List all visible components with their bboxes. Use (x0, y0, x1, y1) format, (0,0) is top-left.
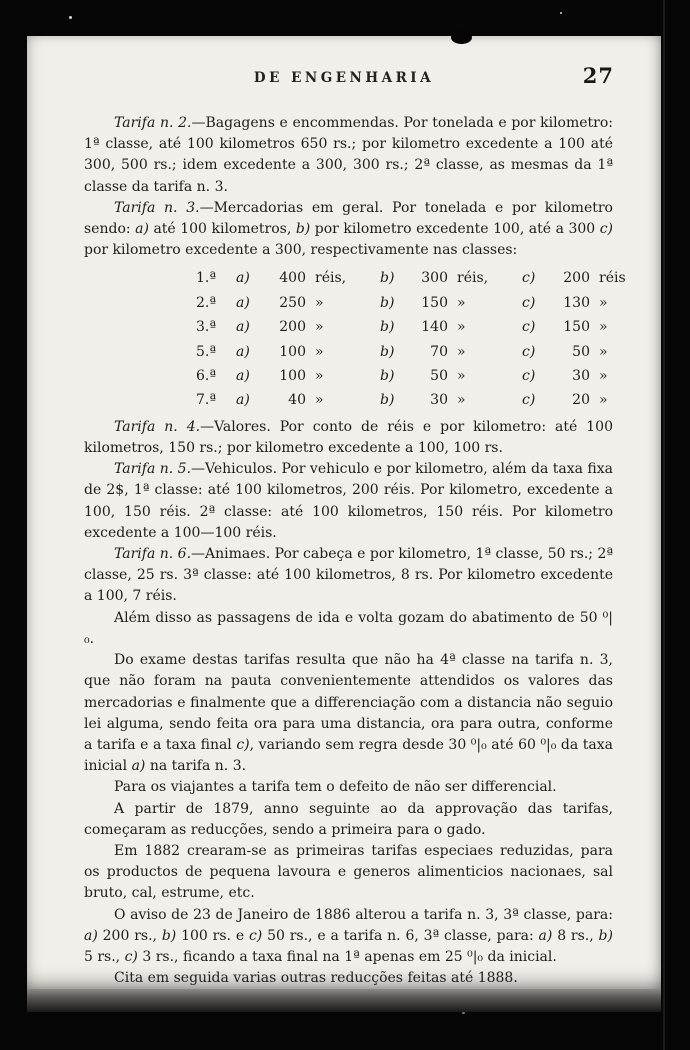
tariff-cell: 40 (288, 392, 306, 409)
tariff-cell: » (599, 368, 608, 385)
scan-artifact-speck (69, 16, 72, 19)
tariff-cell: » (457, 368, 466, 385)
tariff-cell: » (457, 294, 466, 311)
tariff-cell: c) (522, 319, 536, 336)
text: 200 rs., (97, 927, 162, 944)
text: até 100 kilometros, (148, 221, 296, 238)
text: —Animaes. Por cabeça e por kilometro, 1ª classe, 50 rs.; 2ª classe, 25 rs. 3ª classe: até 100 kilometros, 8 rs. Por kilometro excedente a 100, 7 réis. (84, 546, 614, 605)
scan-artifact-speck (462, 1012, 465, 1014)
text: Em 1882 crearam-se as primeiras tarifas especiaes reduzidas, para os productos de pequena lavoura e generos alimenticios nacionaes, sal bruto, cal, estrume, etc. (84, 842, 613, 902)
italic-text: a) (131, 758, 146, 775)
tariff-cell: » (457, 319, 466, 336)
paragraph (84, 198, 613, 262)
film-edge-line (663, 0, 665, 1050)
italic-text: c) (248, 927, 263, 944)
italic-text: Tarifa n. 2. (114, 115, 192, 131)
tariff-cell: 140 (421, 319, 448, 336)
tariff-cell: » (315, 319, 324, 336)
tariff-cell: 200 (563, 270, 590, 287)
tariff-cell: 2.ª (196, 294, 217, 311)
tariff-cell: 30 (430, 392, 448, 409)
tariff-cell: réis, (315, 270, 347, 287)
body-text (27, 100, 661, 989)
tariff-cell: a) (236, 368, 250, 385)
tariff-row (196, 364, 613, 388)
tariff-cell: 130 (563, 294, 590, 311)
text: Cita em seguida varias outras reducções feitas até 1888. (114, 970, 518, 987)
tariff-cell: a) (236, 270, 250, 287)
tariff-row (196, 315, 613, 339)
tariff-cell: » (315, 368, 324, 385)
text: por kilometro excedente 100, até a 300 (310, 221, 600, 238)
text: A partir de 1879, anno seguinte ao da approvação das tarifas, começaram as reducções, sendo a primeira para o gado. (84, 800, 613, 838)
tariff-cell: 300 (421, 270, 448, 287)
text: 50 rs., e a tarifa n. 6, 3ª classe, para: (262, 927, 539, 944)
tariff-cell: 3.ª (196, 319, 217, 336)
paragraph (84, 608, 613, 650)
tariff-cell: 100 (279, 343, 306, 360)
text: —Bagagens e encommendas. Por tonelada e por kilometro: 1ª classe, até 100 kilometros 650 rs.; por kilometro excedente a 100 até 300, 500 rs.; idem excedente a 300, 300 rs.; 2ª classe, as mesmas da 1ª classe da tarifa n. 3. (84, 115, 613, 195)
tariff-cell: 5.ª (196, 343, 217, 360)
tariff-row (196, 340, 613, 364)
text: —Mercadorias em geral. Por tonelada e por kilometro sendo: (84, 199, 613, 238)
page-number: 27 (582, 63, 614, 88)
scan-artifact-blob (451, 31, 472, 44)
italic-text: b) (295, 221, 311, 238)
tariff-cell: c) (522, 368, 536, 385)
tariff-cell: 7.ª (196, 392, 217, 409)
paragraphs-bottom (84, 417, 613, 989)
tariff-table (196, 266, 626, 412)
text: na tarifa n. 3. (145, 758, 247, 775)
tariff-cell: » (457, 392, 466, 409)
paragraph (84, 113, 613, 198)
tariff-cell: » (457, 343, 466, 360)
text: O aviso de 23 de Janeiro de 1886 alterou a tarifa n. 3, 3ª classe, para: (114, 906, 613, 923)
tariff-cell: » (599, 319, 608, 336)
text: por kilometro excedente a 300, respectivamente nas classes: (84, 242, 518, 259)
tariff-cell: c) (522, 392, 536, 409)
page-header (27, 63, 661, 100)
tariff-cell: b) (380, 368, 395, 385)
italic-text: c) (236, 736, 250, 753)
italic-text: a) (538, 927, 553, 944)
paragraph (84, 650, 613, 777)
paragraph (84, 905, 613, 969)
italic-text: Tarifa n. 5. (114, 461, 192, 478)
paragraph (84, 968, 613, 989)
text: Além disso as passagens de ida e volta gozam do abatimento de 50 ⁰|₀. (84, 609, 613, 647)
tariff-cell: réis, (457, 270, 489, 287)
tariff-cell: » (315, 294, 324, 311)
tariff-cell: 1.ª (196, 270, 217, 287)
tariff-cell: 100 (279, 368, 306, 385)
tariff-row (196, 266, 626, 290)
tariff-cell: » (599, 392, 608, 409)
tariff-cell: 30 (572, 368, 590, 385)
tariff-cell: » (599, 343, 608, 360)
tariff-cell: » (315, 392, 324, 409)
text: , variando sem regra desde 30 ⁰|₀ até 60 ⁰|₀ da taxa inicial (84, 736, 614, 775)
tariff-cell: réis (599, 270, 626, 287)
tariff-cell: 250 (279, 294, 306, 311)
italic-text: Tarifa n. 6. (114, 546, 192, 563)
paragraph (84, 544, 613, 608)
text: —Valores. Por conto de réis e por kilometro: até 100 kilometros, 150 rs.; por kilometro excedente a 100, 100 rs. (84, 418, 613, 457)
scan-bottom-edge (27, 989, 661, 1012)
italic-text: b) (598, 927, 613, 944)
tariff-cell: 150 (421, 294, 448, 311)
tariff-cell: b) (380, 294, 395, 311)
paragraph (84, 799, 613, 841)
tariff-row (196, 291, 613, 315)
paragraph (84, 777, 613, 798)
tariff-cell: a) (236, 392, 250, 409)
tariff-cell: 50 (572, 343, 590, 360)
tariff-cell: c) (522, 294, 536, 311)
tariff-cell: 150 (563, 319, 590, 336)
running-title: DE ENGENHARIA (253, 70, 435, 86)
tariff-cell: 200 (279, 319, 306, 336)
tariff-row (196, 388, 613, 412)
italic-text: c) (599, 221, 614, 238)
tariff-cell: b) (380, 392, 395, 409)
text: 100 rs. e (176, 927, 249, 944)
tariff-cell: b) (380, 343, 395, 360)
tariff-cell: a) (236, 319, 250, 336)
paragraph (84, 841, 613, 905)
tariff-cell: 20 (572, 392, 590, 409)
document-page (27, 36, 661, 989)
text: 5 rs., (84, 948, 125, 965)
text: Do exame destas tarifas resulta que não ha 4ª classe na tarifa n. 3, que não foram na pauta convenientemente attendidos os valores das mercadorias e finalmente que a differenciação com a distancia não seguio lei alguma, sendo feita ora para uma distancia, ora para outra, conforme a tarifa e a taxa final (84, 652, 613, 753)
text: —Vehiculos. Por vehiculo e por kilometro, além da taxa fixa de 2$, 1ª classe: até 100 kilometros, 200 réis. Por kilometro, excedente a 100, 150 réis. 2ª classe: até 100 kilometros, 150 réis. Por kilometro excedente a 100—100 réis. (84, 461, 613, 541)
tariff-cell: b) (380, 319, 395, 336)
text: 8 rs., (552, 927, 599, 944)
tariff-cell: b) (380, 270, 395, 287)
tariff-cell: 50 (430, 368, 448, 385)
tariff-cell: c) (522, 270, 536, 287)
italic-text: b) (161, 927, 177, 944)
tariff-cell: 400 (279, 270, 306, 287)
italic-text: a) (135, 221, 149, 238)
text: 3 rs., ficando a taxa final na 1ª apenas em 25 ⁰|₀ da inicial. (137, 948, 557, 965)
tariff-cell: 70 (430, 343, 448, 360)
italic-text: Tarifa n. 4. (114, 418, 201, 435)
text: Para os viajantes a tarifa tem o defeito de não ser differencial. (114, 779, 557, 796)
italic-text: Tarifa n. 3. (114, 199, 200, 216)
paragraph (84, 417, 613, 459)
tariff-cell: c) (522, 343, 536, 360)
paragraphs-top (84, 113, 613, 261)
italic-text: c) (124, 948, 138, 965)
scan-artifact-speck (560, 12, 562, 14)
tariff-cell: » (315, 343, 324, 360)
tariff-cell: » (599, 294, 608, 311)
tariff-cell: a) (236, 343, 250, 360)
tariff-cell: a) (236, 294, 250, 311)
tariff-cell: 6.ª (196, 368, 217, 385)
paragraph (84, 459, 613, 544)
italic-text: a) (84, 927, 98, 944)
